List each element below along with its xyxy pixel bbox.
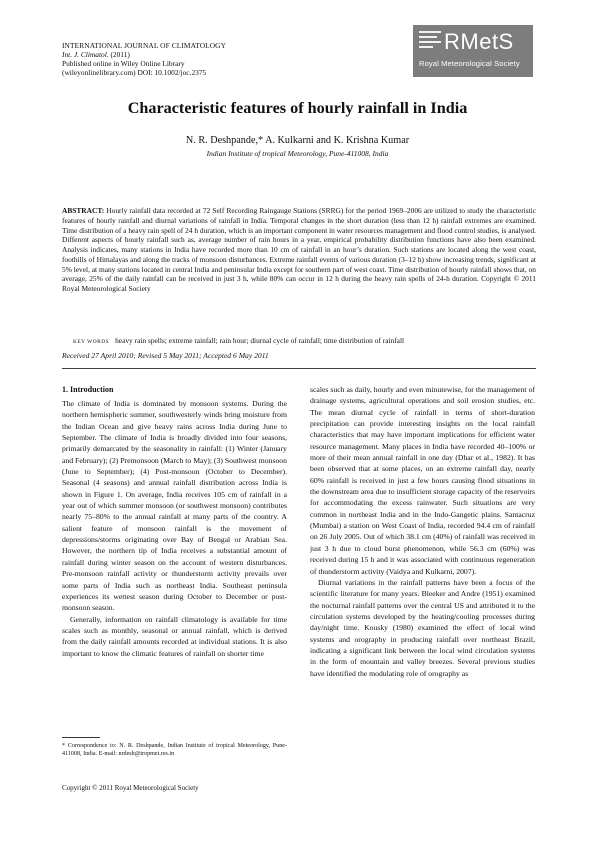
logo-brand: RMetS [444, 29, 514, 54]
abstract [62, 206, 536, 294]
received-dates: Received 27 April 2010; Revised 5 May 2011; Accepted 6 May 2011 [62, 351, 269, 360]
journal-year: (2011) [108, 50, 130, 59]
paragraph: Diurnal variations in the rainfall patterns have been a focus of the scientific literature for many years. Bleeker and Andre (1951) examined the nocturnal rainfall patterns over the central US and attributed it to the circulation systems developed by the heating/cooling processes during day/night time. Kousky (1980) examined the effect of local wind systems and orography in producing rainfall over northeast Brazil, indicating a significant link between the local wind circulation systems in the form of mountain and valley breezes. Several previous studies have identified the modulating role of orography as [310, 577, 535, 678]
paper-authors: N. R. Deshpande,* A. Kulkarni and K. Krishna Kumar [185, 135, 410, 146]
rmets-logo-icon [419, 31, 443, 53]
paper-title: Characteristic features of hourly rainfall in India [127, 99, 468, 117]
abstract-label: ABSTRACT: [62, 206, 105, 215]
published-online: Published online in Wiley Online Library [62, 59, 185, 68]
logo-society-name: Royal Meteorological Society [419, 59, 520, 68]
journal-citation [62, 50, 226, 59]
footnote-divider [62, 737, 100, 738]
left-column [62, 398, 287, 659]
journal-name: INTERNATIONAL JOURNAL OF CLIMATOLOGY [62, 41, 227, 50]
doi-line: (wileyonlinelibrary.com) DOI: 10.1002/joc.2375 [62, 68, 207, 77]
copyright-notice: Copyright © 2011 Royal Meteorological Society [62, 784, 199, 792]
paragraph: scales such as daily, hourly and even minutewise, for the management of drainage systems, agricultural operations and soil erosion studies, etc. The mean diurnal cycle of rainfall in terms of short-duration precipitation can provide interesting insights on the local rainfall characteristics that may have important implications for efficient water resource management. Many places in India have recorded 40–100% or more of their mean annual rainfall in one day (Dhar et al., 1982). It has been observed that at some places, on an extreme rainfall day, nearly 60% rainfall is received in just a few hours causing flood situations in the downstream area due to insufficient storage capacity of the reservoirs for accommodating the excess rainwater. Such situations are very common in northeast India and in the Indo-Gangetic plains. Santacruz (Mumbai) a station on West Coast of India, recorded 94.4 cm of rainfall on 26 July 2005. Out of which 38.1 cm (40%) of rainfall was received in just 3 h due to cloud burst phenomenon, while 56.3 cm (60%) was received during 15 h and it was associated with continuous regeneration of thunderstorm activity (Vaidya and Kulkarni, 2007). [310, 385, 535, 576]
keywords-label: KEY WORDS [73, 339, 110, 345]
paragraph: The climate of India is dominated by monsoon systems. During the northern hemispheric summer, southwesterly winds bring moisture from the Indian Ocean and give heavy rains across India during June to September. The climate of India is broadly divided into four seasons, primarily demarcated by the seasonality in rainfall: (1) Winter (January and February); (2) Premonsoon (March to May); (3) Southwest monsoon (June to September); (4) Post-monsoon (October to December). Seasonal (4 seasons) and annual rainfall distribution across India is shown in Figure 1. On average, India receives 105 cm of rainfall in a year out of which summer monsoon (or southwest monsoon) contributes nearly 75–80% to the annual rainfall at many parts of the country. A salient feature of monsoon rainfall is the movement of depressions/storms originating over Bay of Bengal or Arabian Sea. However, the northern tip of India receives a substantial amount of rainfall during winter season on the account of western disturbances. Pre-monsoon rainfall activity or thunderstorm activity prevails over some parts of India such as northeast India. Southeast peninsula experiences its wettest season during October to December or post-monsoon season. [62, 399, 287, 613]
keywords [73, 336, 404, 347]
rmets-logo [413, 25, 533, 77]
journal-header [62, 41, 226, 77]
journal-abbrev: Int. J. Climatol. [62, 50, 109, 59]
correspondence-footnote: * Correspondence to: N. R. Deshpande, Indian Institute of tropical Meteorology, Pune-411008, India. E-mail: nrdesh@tropmet.res.in [62, 743, 287, 757]
right-column [310, 384, 535, 679]
divider [62, 368, 536, 369]
section-heading: 1. Introduction [62, 385, 114, 394]
abstract-text: Hourly rainfall data recorded at 72 Self Recording Raingauge Stations (SRRG) for the period 1969–2006 are utilized to study the characteristic features of hourly rainfall and diurnal variations of rainfall in India. Temporal changes in the short duration (less than 12 h) rainfall extremes are examined. Time distribution of a heavy rain spell of 24 h duration, which is an important component in water resources management and flood control studies, is analysed. Different aspects of hourly rainfall such as, average number of rain hours in a year, empirical probability distribution functions have also been examined. Analysis indicates, many stations in India have recorded more than 10 cm of rainfall in an hour’s duration. Such stations are located along the west coast, foothills of Himalayas and along the tracks of monsoon disturbances. Extreme rainfall events of various duration (3–12 h) show increasing trends, significant at 5% level, at many stations located in central India and peninsular India except for southern part of west coast. Time distribution of hourly rainfall shows that, on average, 25% of the daily rainfall can be received in just 3 h, while 80% can occur in 12 h during the heavy rain spells of 24-h duration. Copyright © 2011 Royal Meteorological Society [62, 206, 536, 293]
author-affiliation: Indian Institute of tropical Meteorology, Pune-411008, India [206, 149, 389, 158]
keywords-text: heavy rain spells; extreme rainfall; rain hour; diurnal cycle of rainfall; time distribution of rainfall [115, 336, 405, 345]
paragraph: Generally, information on rainfall climatology is available for time scales such as monthly, seasonal or annual rainfall, which is derived from the daily rainfall amounts recorded at individual stations. It is also important to know the climatic features of rainfall on shorter time [62, 614, 287, 658]
